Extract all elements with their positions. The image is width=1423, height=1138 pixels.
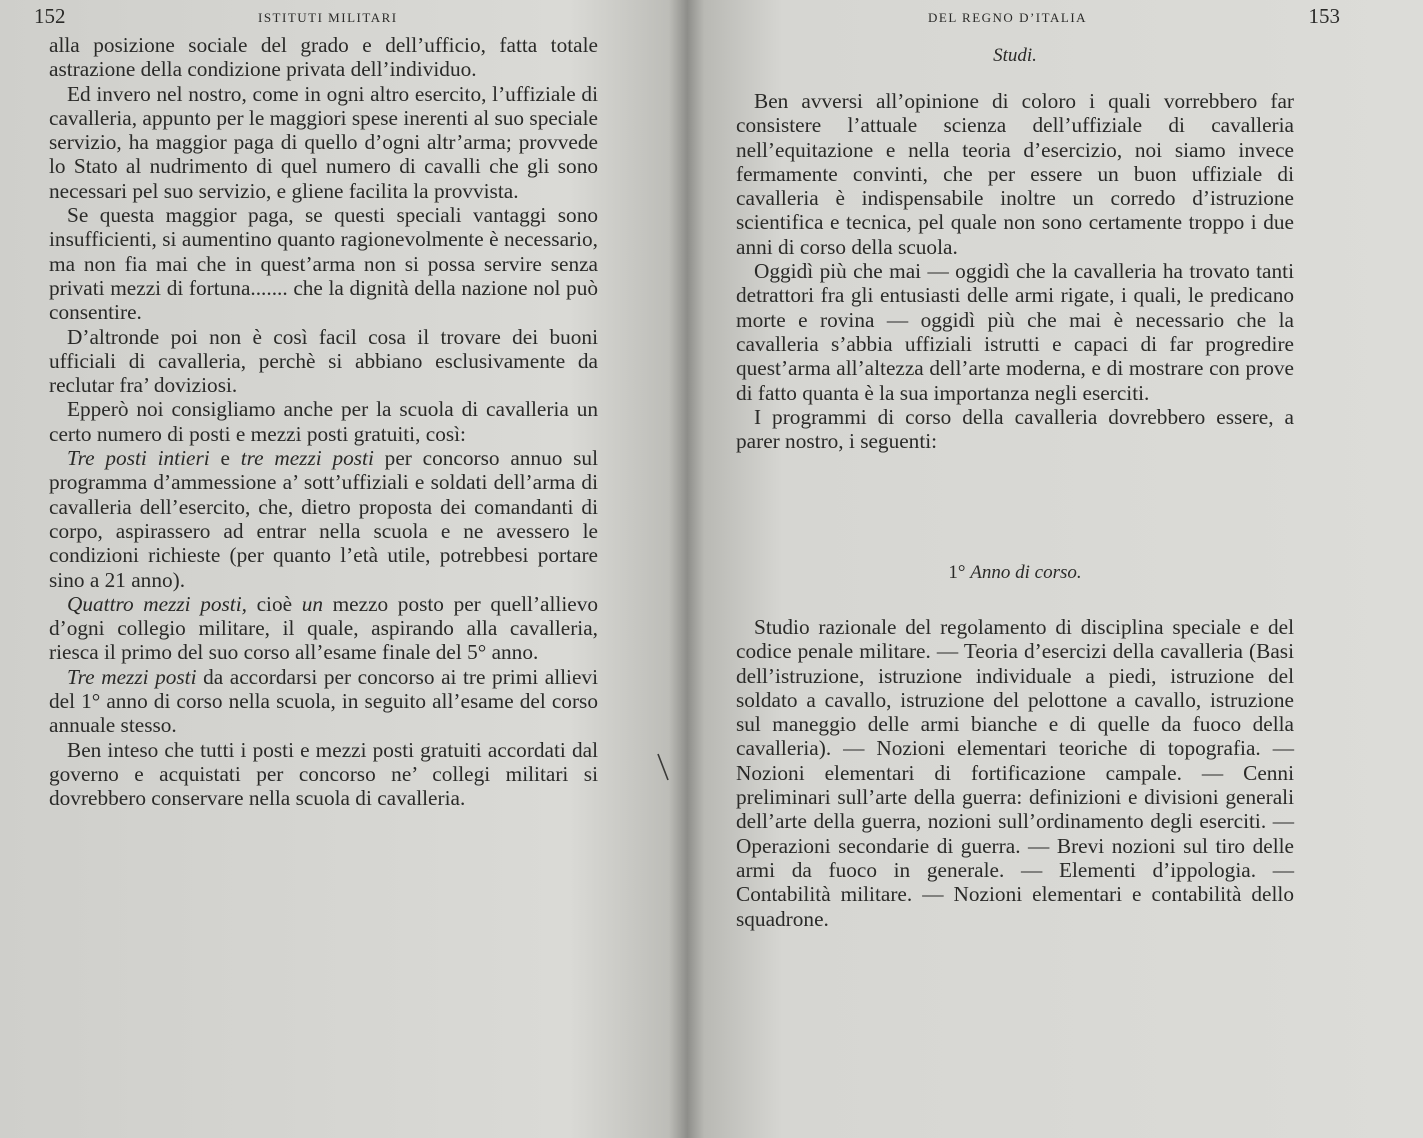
paragraph: Ed invero nel nostro, come in ogni altro esercito, l’uffiziale di cavalleria, appunto per le maggiori spese inerenti al suo speciale servizio, ha maggior paga di quello d’ogni altr’arma; provvede lo Stato al nudrimento di quel numero di cavalli che gli sono necessari pel suo servizio, e gliene facilita la provvista. [49, 81, 598, 203]
left-page [0, 0, 688, 1138]
left-body-text [49, 33, 598, 811]
italic-term: un [301, 591, 323, 616]
right-page [688, 0, 1423, 1138]
paragraph: Ben inteso che tutti i posti e mezzi posti gratuiti accordati dal governo e acquistati per concorso ne’ collegi militari si dovrebbero conservare nella scuola di cavalleria. [49, 737, 598, 811]
italic-term: Tre mezzi posti [67, 664, 197, 689]
running-head: DEL REGNO D’ITALIA [928, 10, 1088, 25]
page-number: 153 [1308, 4, 1340, 28]
italic-term: Tre posti intieri [67, 446, 210, 471]
page-number: 152 [34, 4, 66, 28]
pencil-mark-icon [656, 752, 670, 782]
paragraph: Se questa maggior paga, se questi speciali vantaggi sono insufficienti, si aumentino quanto ragionevolmente è necessario, ma non fia mai che in quest’arma non si possa servire senza privati mezzi di fortuna....... che la dignità della nazione nol può consentire. [49, 203, 598, 325]
list-item: Tre mezzi posti da accordarsi per concorso ai tre primi allievi del 1° anno di corso nella scuola, in seguito all’esame del corso annuale stesso. [49, 664, 598, 738]
section-title: Studi. [993, 45, 1037, 66]
paragraph: Studio razionale del regolamento di disciplina speciale e del codice penale militare. — Teoria d’esercizi della cavalleria (Basi dell’istruzione, istruzione individuale a piedi, istruzione del soldato a cavallo, istruzione del pelottone a cavallo, istruzione sul maneggio delle armi bianche e di quelle da fuoco della cavalleria). — Nozioni elementari teoriche di topografia. — Nozioni elementari di fortificazione campale. — Cenni preliminari sull’arte della guerra: definizioni e divisioni generali dell’arte della guerra, nozioni sull’ordinamento degli eserciti. — Operazioni secondarie di guerra. — Brevi nozioni sul tiro delle armi da fuoco in generale. — Elementi d’ippologia. — Contabilità militare. — Nozioni elementari e contabilità dello squadrone. [736, 615, 1294, 931]
italic-term: Quattro mezzi posti, [67, 591, 247, 616]
running-head: ISTITUTI MILITARI [258, 10, 398, 25]
list-item: Quattro mezzi posti, cioè un mezzo posto per quell’allievo d’ogni collegio militare, il quale, aspirando alla cavalleria, riesca il primo del suo corso all’esame finale del 5° anno. [49, 591, 599, 665]
course-program-text [736, 615, 1294, 931]
left-page-header [34, 4, 619, 30]
right-body-text [736, 89, 1294, 453]
paragraph: alla posizione sociale del grado e dell’ufficio, fatta totale astrazione della condizione privata dell’individuo. [49, 33, 598, 82]
right-page-header [728, 4, 1340, 30]
italic-term: tre mezzi posti [240, 446, 374, 471]
list-item: Tre posti intieri e tre mezzi posti per concorso annuo sul programma d’ammessione a’ sott’uffiziali e soldati dell’arma di cavalleria dell’esercito, che, dietro proposta dei comandanti di corpo, aspirassero ad entrar nella scuola e ne avessero le condizioni richieste (per quanto l’età utile, potrebbesi portare sino a 21 anno). [49, 446, 598, 592]
paragraph: Epperò noi consigliamo anche per la scuola di cavalleria un certo numero di posti e mezzi posti gratuiti, così: [49, 397, 598, 446]
paragraph: D’altronde poi non è così facil cosa il trovare dei buoni ufficiali di cavalleria, perchè si abbiano esclusivamente da reclutar fra’ doviziosi. [49, 324, 598, 398]
paragraph: Ben avversi all’opinione di coloro i quali vorrebbero far consistere l’attuale scienza dell’uffiziale di cavalleria nell’equitazione e nella teoria d’esercizio, noi siamo invece fermamente convinti, che per essere un buon uffiziale di cavalleria è indispensabile inoltre un corredo d’istruzione scientifica e tecnica, pel quale non sono certamente troppo i due anni di corso della scuola. [736, 89, 1294, 259]
paragraph: I programmi di corso della cavalleria dovrebbero essere, a parer nostro, i seguenti: [736, 404, 1294, 454]
paragraph: Oggidì più che mai — oggidì che la cavalleria ha trovato tanti detrattori fra gli entusiasti delle armi rigate, i quali, le predicano morte e rovina — oggidì più che mai è necessario che la cavalleria s’abbia uffiziali istrutti e capaci di far progredire quest’arma all’altezza dell’arte moderna, e di mostrare con prove di fatto quanta è la sua importanza negli eserciti. [736, 259, 1294, 405]
course-heading: 1° Anno di corso. [948, 562, 1082, 583]
